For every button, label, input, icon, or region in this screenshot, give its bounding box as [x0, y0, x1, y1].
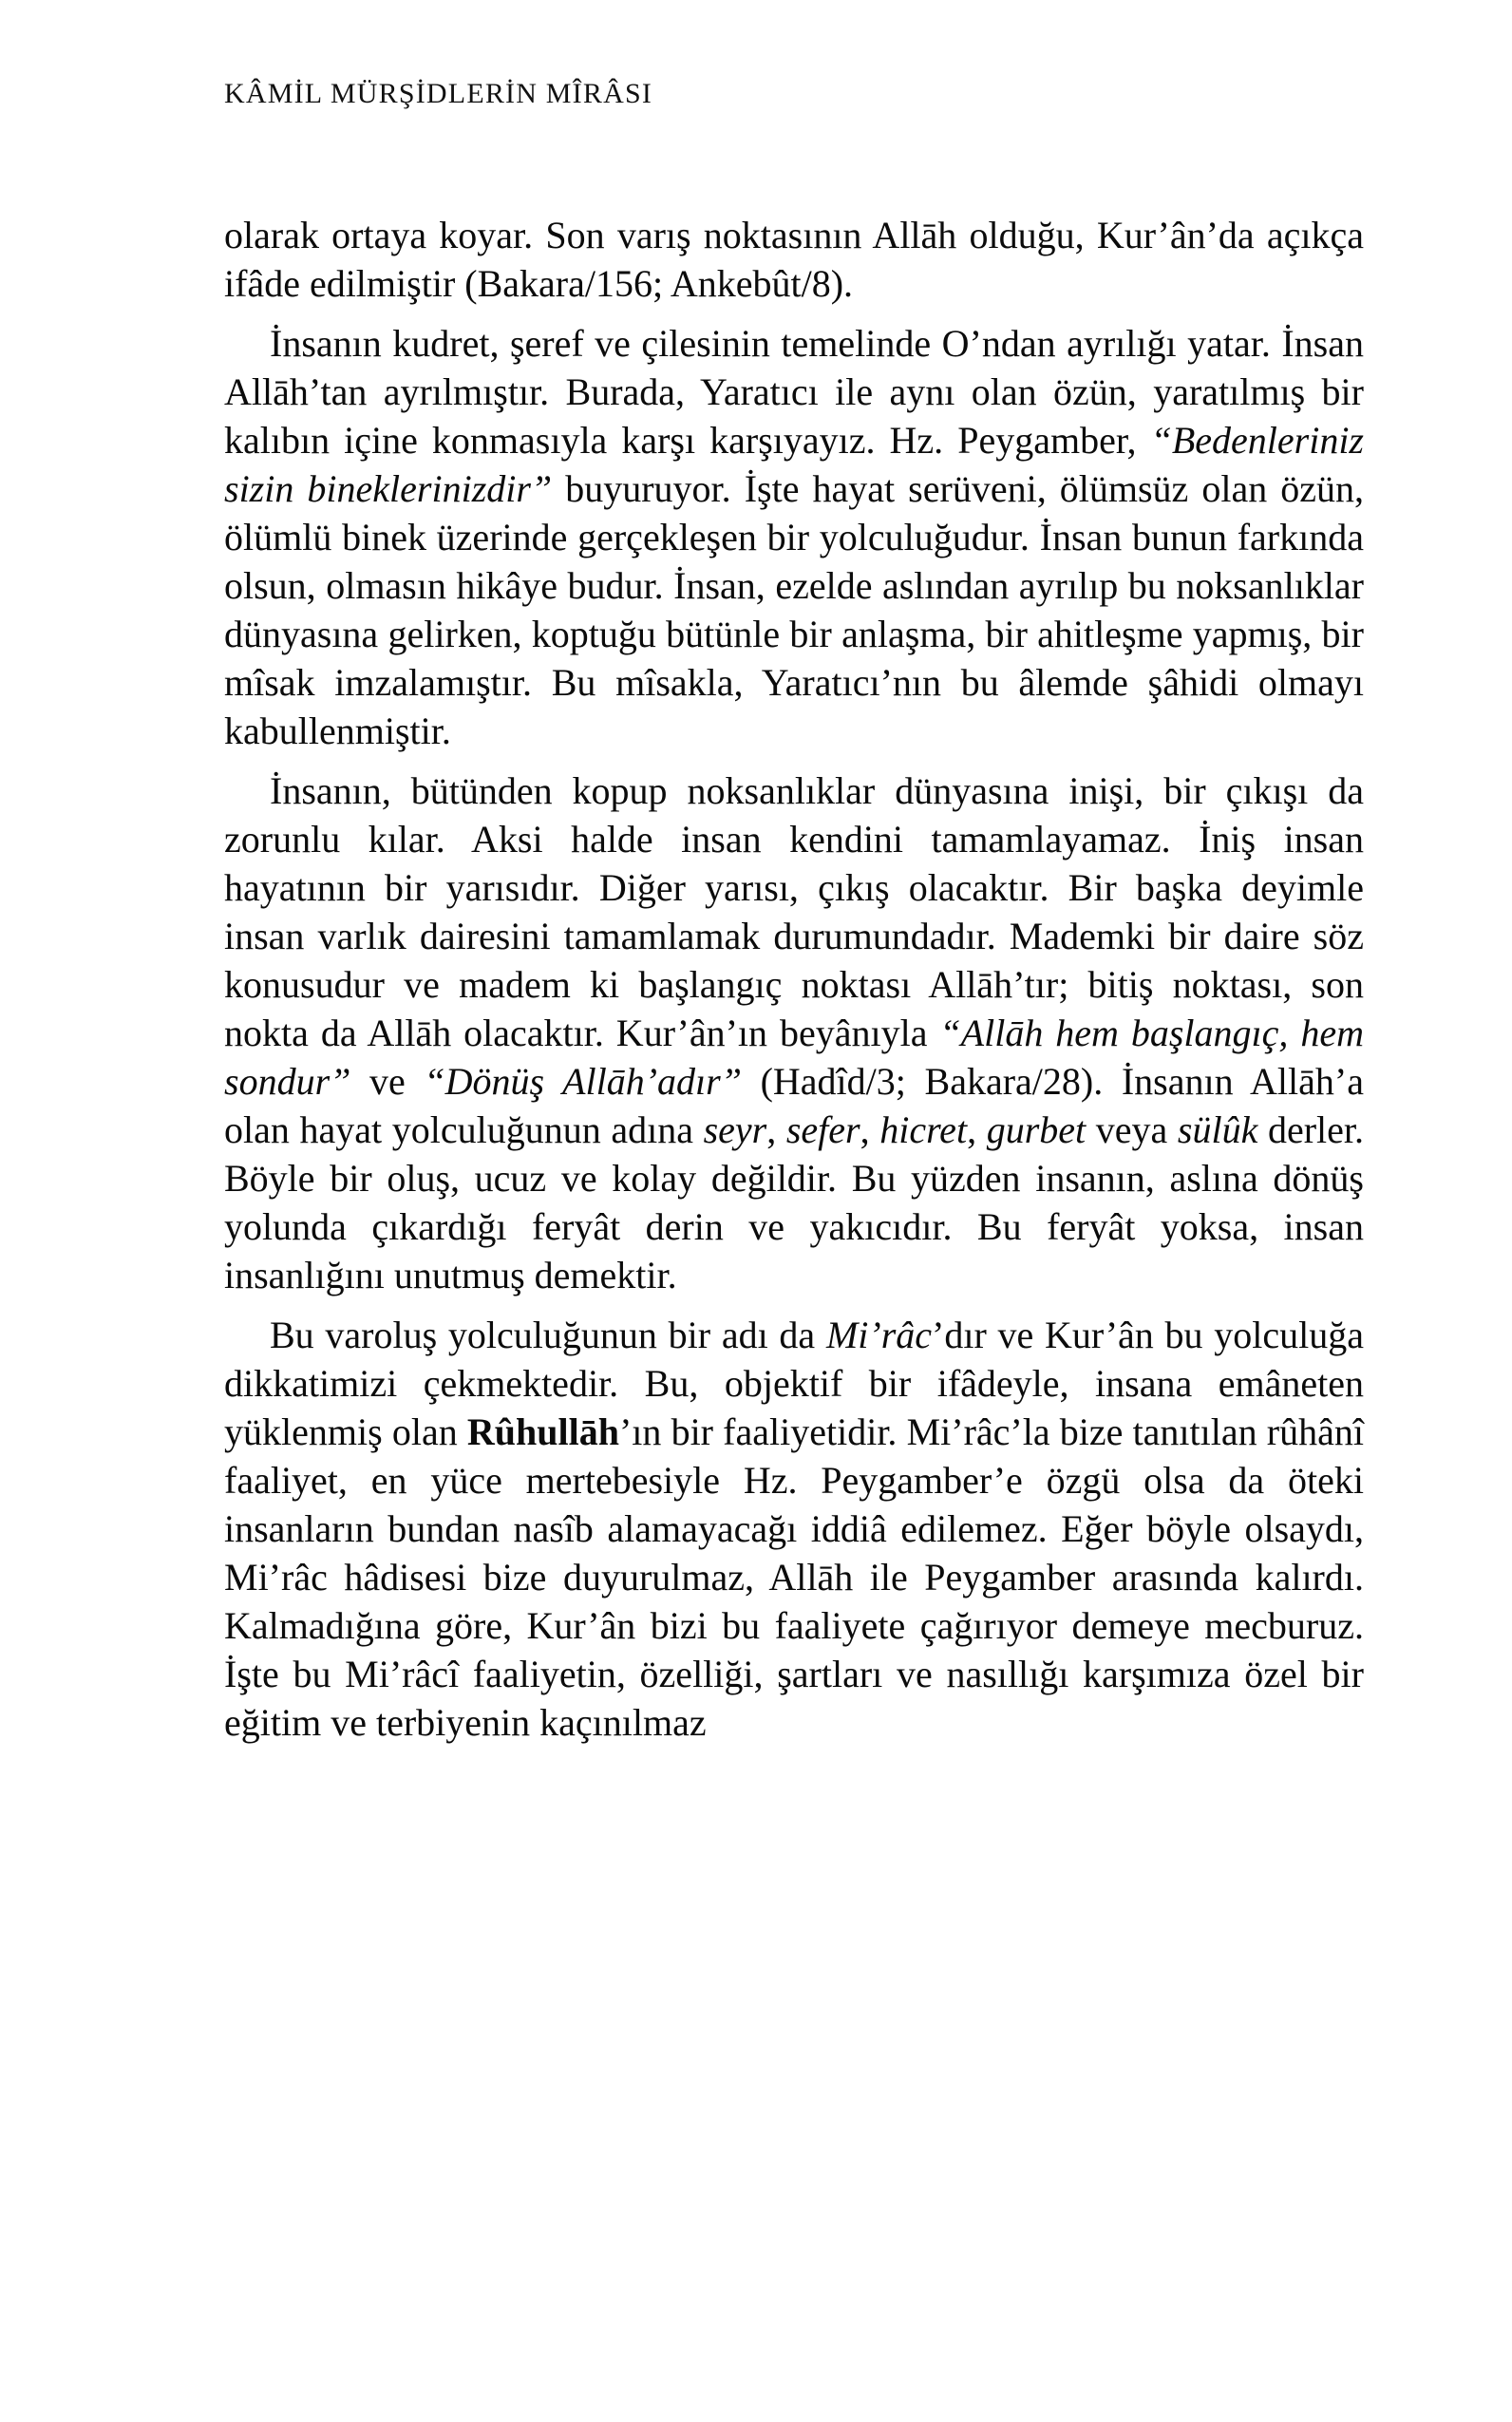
italic-run: gurbet [986, 1108, 1087, 1151]
text-run: veya [1086, 1108, 1178, 1151]
text-run: İnsanın, bütünden kopup noksanlıklar dünyasına inişi, bir çıkışı da zorunlu kılar. Aksi halde insan kendini tamamlayamaz. İniş insan hayatının bir yarısıdır. Diğer yarısı, çıkış olacaktır. Bir başka deyimle insan varlık dairesini tamamlamak durumundadır. Mademki bir daire söz konusudur ve madem ki başlangıç noktası Allāh’tır; bitiş noktası, son nokta da Allāh olacaktır. Kur’ân’ın beyânıyla [224, 769, 1364, 1054]
paragraph [224, 319, 1364, 755]
text-run: (Hadîd/3; Bakara/28). İnsanın Allāh’a olan hayat yolculuğunun adına [224, 1060, 1364, 1151]
italic-run: “Allāh hem başlangıç, hem sondur” [224, 1012, 1364, 1103]
text-run: İnsanın kudret, şeref ve çilesinin temelinde O’ndan ayrılığı yatar. İnsan Allāh’tan ayrılmıştır. Burada, Yaratıcı ile aynı olan özün, yaratılmış bir kalıbın içine konmasıyla karşı karşıyayız. Hz. Peygamber, [224, 322, 1364, 462]
italic-run: “Dönüş Allāh’adır” [424, 1060, 742, 1103]
italic-run: seyr [703, 1108, 767, 1151]
italic-run: Mi’râc [825, 1314, 933, 1356]
italic-run: “Bedenleriniz sizin bineklerinizdir” [224, 419, 1364, 510]
text-run: , [860, 1108, 880, 1151]
text-run: , [967, 1108, 987, 1151]
bold-run: Rûhullāh [466, 1410, 619, 1453]
italic-run: sefer [785, 1108, 860, 1151]
running-header: KÂMİL MÜRŞİDLERİN MÎRÂSI [224, 78, 653, 109]
text-run: buyuruyor. İşte hayat serüveni, ölümsüz olan özün, ölümlü binek üzerinde gerçekleşen bir yolculuğudur. İnsan bunun farkında olsun, olmasın hikâye budur. İnsan, ezelde aslından ayrılıp bu noksanlıklar dünyasına gelirken, koptuğu bütünle bir anlaşma, bir ahitleşme yapmış, bir mîsak imzalamıştır. Bu mîsakla, Yaratıcı’nın bu âlemde şâhidi olmayı kabullenmiştir. [224, 467, 1364, 752]
text-run: olarak ortaya koyar. Son varış noktasının Allāh olduğu, Kur’ân’da açıkça ifâde edilmiştir (Bakara/156; Ankebût/8). [224, 214, 1364, 305]
italic-run: sülûk [1177, 1108, 1258, 1151]
paragraph [224, 1311, 1364, 1747]
text-run: ’dır ve Kur’ân bu yolculuğa dikkatimizi çekmektedir. Bu, objektif bir ifâdeyle, insana emâneten yüklenmiş olan [224, 1314, 1364, 1453]
text-run: Bu varoluş yolculuğunun bir adı da [270, 1314, 826, 1356]
text-run: ’ın bir faaliyetidir. Mi’râc’la bize tanıtılan rûhânî faaliyet, en yüce mertebesiyle Hz. Peygamber’e özgü olsa da öteki insanların bundan nasîb alamayacağı iddiâ edilemez. Eğer böyle olsaydı, Mi’râc hâdisesi bize duyurulmaz, Allāh ile Peygamber arasında kalırdı. Kalmadığına göre, Kur’ân bizi bu faaliyete çağırıyor demeye mecburuz. İşte bu Mi’râcî faaliyetin, özelliği, şartları ve nasıllığı karşımıza özel bir eğitim ve terbiyenin kaçınılmaz [224, 1410, 1364, 1744]
text-run: ve [350, 1060, 425, 1103]
text-run: , [766, 1108, 786, 1151]
paragraph [224, 211, 1364, 308]
page-body-text [224, 211, 1364, 1747]
text-run: derler. Böyle bir oluş, ucuz ve kolay değildir. Bu yüzden insanın, aslına dönüş yolunda çıkardığı feryât derin ve yakıcıdır. Bu feryât yoksa, insan insanlığını unutmuş demektir. [224, 1108, 1365, 1296]
italic-run: hicret [879, 1108, 968, 1151]
paragraph [224, 766, 1364, 1299]
